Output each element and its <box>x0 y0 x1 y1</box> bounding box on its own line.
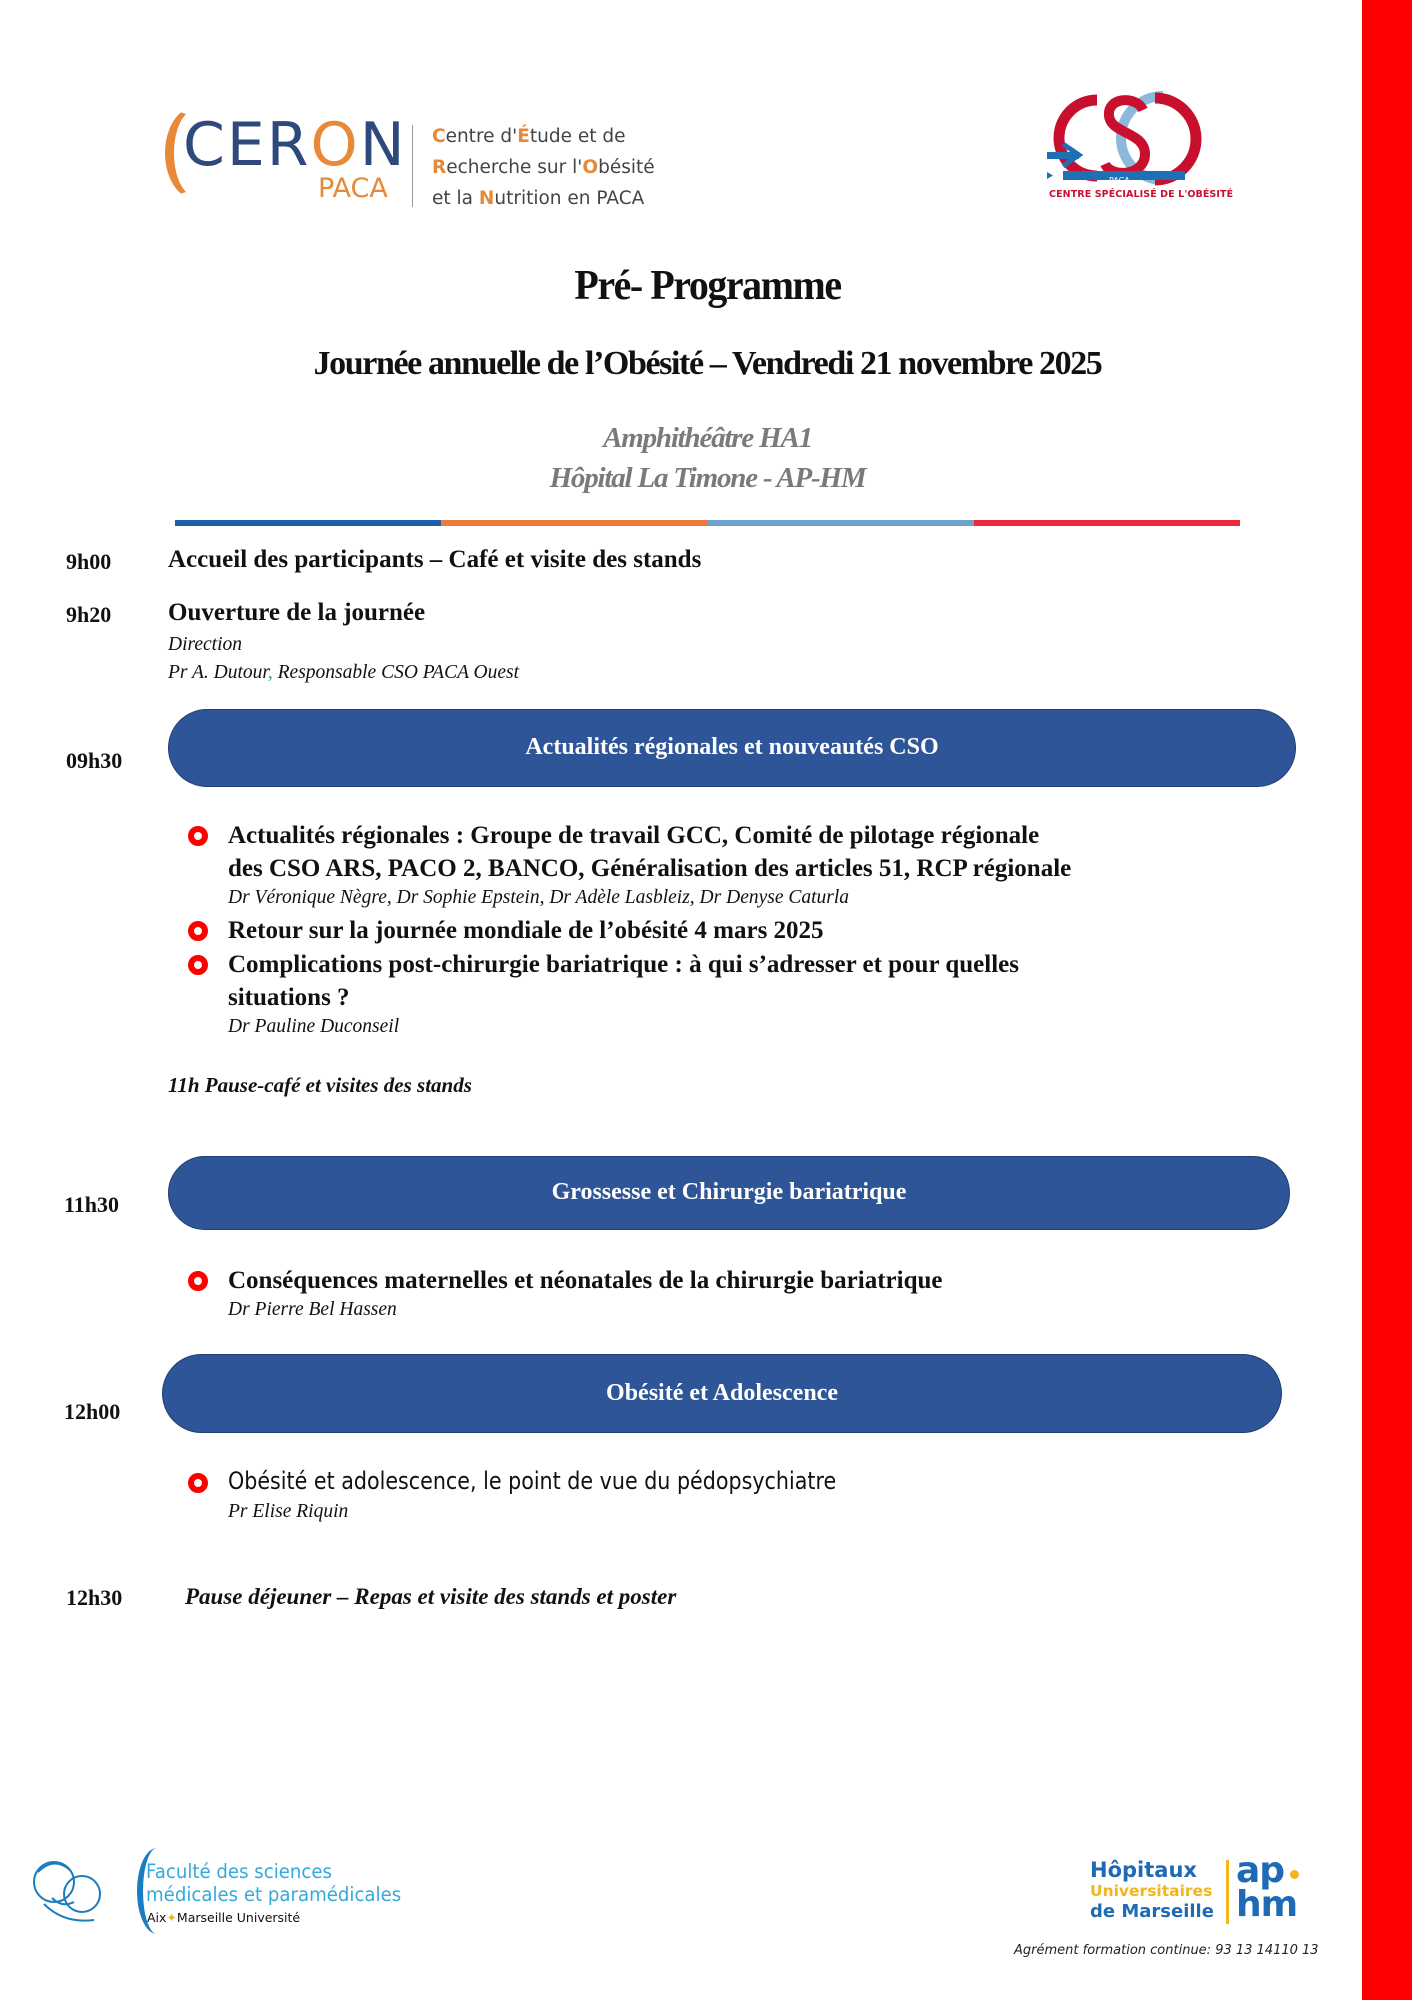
ceron-wordmark: CERON <box>183 110 407 180</box>
venue-hospital: Hôpital La Timone - AP-HM <box>549 462 866 494</box>
event-subtitle: Journée annuelle de l’Obésité – Vendredi 21 novembre 2025 <box>313 345 1102 382</box>
ceron-paca-logo <box>165 105 665 215</box>
talk-title: Conséquences maternelles et néonatales de la chirurgie bariatrique <box>228 1267 943 1294</box>
page-title: Pré- Programme <box>574 263 841 309</box>
talk-title: des CSO ARS, PACO 2, BANCO, Généralisation des articles 51, RCP régionale <box>228 855 1072 882</box>
aphm-mark-bottom: hm <box>1236 1884 1298 1925</box>
talk-speakers: Pr Elise Riquin <box>228 1501 349 1522</box>
aphm-separator <box>1226 1860 1229 1924</box>
faculty-name-line2: médicales et paramédicales <box>146 1883 402 1906</box>
session-banner: Actualités régionales et nouveautés CSO <box>168 709 1296 787</box>
talk-title: Actualités régionales : Groupe de travail GCC, Comité de pilotage régionale <box>228 822 1040 849</box>
talk-speakers: Dr Pierre Bel Hassen <box>228 1299 397 1320</box>
rule-segment <box>175 520 441 526</box>
university-name: Aix✦Marseille Université <box>147 1910 301 1925</box>
session-time: 09h30 <box>66 748 123 773</box>
hippocrates-heads-icon <box>24 1852 116 1932</box>
aphm-mark-top: ap <box>1236 1850 1285 1891</box>
bullet-ring-icon <box>188 921 208 941</box>
talk-title: situations ? <box>228 984 350 1011</box>
cso-region-label: PACA <box>1109 176 1130 185</box>
venue-room: Amphithéâtre HA1 <box>603 422 812 454</box>
aphm-line2: Universitaires <box>1090 1882 1213 1900</box>
agenda-time: 9h00 <box>66 549 112 574</box>
aphm-line3: de Marseille <box>1090 1901 1214 1922</box>
ceron-tagline: Centre d'Étude et de Recherche sur l'Obésité et la Nutrition en PACA <box>432 126 655 209</box>
bullet-ring-icon <box>188 826 208 846</box>
cso-paca-logo <box>1045 88 1245 208</box>
session-banner: Grossesse et Chirurgie bariatrique <box>168 1156 1290 1230</box>
color-divider-rule <box>175 520 1240 526</box>
bullet-ring-icon <box>188 1271 208 1291</box>
agenda-speaker: Pr A. Dutour, Responsable CSO PACA Ouest <box>168 662 520 683</box>
talk-title: Obésité et adolescence, le point de vue du pédopsychiatre <box>228 1467 837 1495</box>
star-icon: ✦ <box>166 1910 177 1925</box>
amu-faculty-logo <box>22 1848 442 1938</box>
ceron-paca-label: PACA <box>318 173 388 204</box>
talk-speakers: Dr Véronique Nègre, Dr Sophie Epstein, Dr Adèle Lasbleiz, Dr Denyse Caturla <box>228 887 850 908</box>
agenda-time: 12h30 <box>66 1585 123 1610</box>
talk-speakers: Dr Pauline Duconseil <box>228 1016 400 1037</box>
cso-caption: CENTRE SPÉCIALISÉ DE L'OBÉSITÉ <box>1049 189 1234 200</box>
ceron-divider <box>412 125 413 207</box>
lunch-break: Pause déjeuner – Repas et visite des stands et poster <box>185 1584 677 1609</box>
session-banner: Obésité et Adolescence <box>162 1354 1282 1433</box>
aphm-dot-icon <box>1290 1870 1299 1879</box>
agenda-speaker: Direction <box>168 634 243 655</box>
agenda-item-title: Ouverture de la journée <box>168 599 426 626</box>
rule-segment <box>708 520 974 526</box>
rule-segment <box>441 520 707 526</box>
rule-segment <box>974 520 1240 526</box>
faculty-name-line1: Faculté des sciences <box>146 1860 332 1883</box>
agenda-time: 9h20 <box>66 602 112 627</box>
talk-title: Complications post-chirurgie bariatrique : à qui s’adresser et pour quelles <box>228 951 1019 978</box>
bullet-ring-icon <box>188 955 208 975</box>
talk-title: Retour sur la journée mondiale de l’obésité 4 mars 2025 <box>228 917 824 944</box>
aphm-logo <box>1088 1850 1308 1928</box>
cso-mark-icon <box>1045 88 1245 193</box>
coffee-break: 11h Pause-café et visites des stands <box>168 1073 472 1097</box>
session-time: 12h00 <box>64 1399 121 1424</box>
accreditation-number: Agrément formation continue: 93 13 14110 13 <box>1014 1943 1319 1958</box>
session-time: 11h30 <box>64 1192 120 1217</box>
agenda-item-title: Accueil des participants – Café et visite des stands <box>168 546 702 573</box>
aphm-line1: Hôpitaux <box>1090 1858 1197 1882</box>
bullet-ring-icon <box>188 1473 208 1493</box>
